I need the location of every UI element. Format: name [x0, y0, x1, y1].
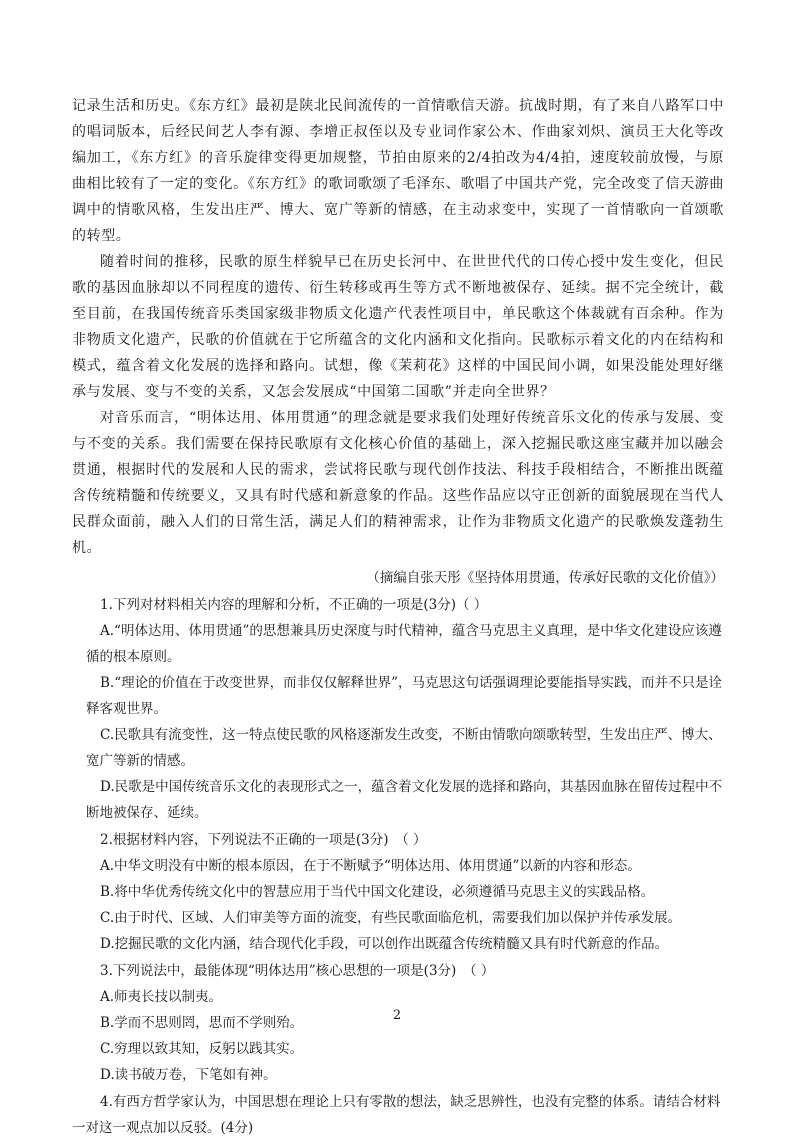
question-1-option-d: D.民歌是中国传统音乐文化的表现形式之一，蕴含着文化发展的选择和路向，其基因血脉在留传过程中不断地被保存、延续。 [86, 779, 723, 821]
question-3-option-b: B.学而不思则罔，思而不学则殆。 [100, 1015, 304, 1031]
question-1-option-a: A.“明体达用、体用贯通”的思想兼具历史深度与时代精神，蕴含马克思主义真理，是中华文化建设应该遵循的根本原则。 [86, 623, 722, 665]
passage-paragraph-1: 记录生活和历史。《东方红》最初是陕北民间流传的一首情歌信天游。抗战时期，有了来自八路军口中的唱词版本，后经民间艺人李有源、李增正叔侄以及专业词作家公木、作曲家刘炽、演员王大化等改编加工，《东方红》的音乐旋律变得更加规整，节拍由原来的2/4拍改为4/4拍，速度较前放慢，与原曲相比较有了一定的变化。《东方红》的歌词歌颂了毛泽东、歌唱了中国共产党，完全改变了信天游曲调中的情歌风格，生发出庄严、博大、宽广等新的情感，在主动求变中，实现了一首情歌向一首颂歌的转型。 [72, 98, 724, 244]
question-1-stem: 1.下列对材料相关内容的理解和分析，不正确的一项是(3分)（ ） [100, 597, 488, 613]
document-page [72, 93, 724, 1141]
question-3-option-d: D.读书破万卷，下笔如有神。 [100, 1067, 277, 1083]
source-citation: （摘编自张天彤《坚持体用贯通，传承好民歌的文化价值》） [366, 570, 724, 586]
question-2-option-b: B.将中华优秀传统文化中的智慧应用于当代中国文化建设，必须遵循马克思主义的实践品格。 [100, 884, 655, 900]
passage-paragraph-3: 对音乐而言，“明体达用、体用贯通”的理念就是要求我们处理好传统音乐文化的传承与发展、变与不变的关系。我们需要在保持民歌原有文化核心价值的基础上，深入挖掘民歌这座宝藏并加以融会贯通，根据时代的发展和人民的需求，尝试将民歌与现代创作技法、科技手段相结合，不断推出既蕴含传统精髓和传统要义，又具有时代感和新意象的作品。这些作品应以守正创新的面貌展现在当代人民群众面前，融入人们的日常生活，满足人们的精神需求，让作为非物质文化遗产的民歌焕发蓬勃生机。 [72, 410, 724, 556]
question-3-stem: 3.下列说法中，最能体现“明体达用”核心思想的一项是(3分) （ ） [100, 963, 495, 979]
question-2-option-c: C.由于时代、区域、人们审美等方面的流变，有些民歌面临危机，需要我们加以保护并传承发展。 [100, 910, 682, 926]
question-2-option-d: D.挖掘民歌的文化内涵，结合现代化手段，可以创作出既蕴含传统精髓又具有时代新意的作品。 [100, 936, 669, 952]
page-number: 2 [392, 1008, 402, 1023]
question-4-stem: 4.有西方哲学家认为，中国思想在理论上只有零散的想法，缺乏思辨性，也没有完整的体系。请结合材料一对这一观点加以反驳。(4分) [72, 1094, 721, 1136]
question-2-option-a: A.中华文明没有中断的根本原因，在于不断赋予“明体达用、体用贯通”以新的内容和形态。 [100, 858, 641, 874]
question-3-option-a: A.师夷长技以制夷。 [100, 989, 223, 1005]
passage-paragraph-2: 随着时间的推移，民歌的原生样貌早已在历史长河中、在世世代代的口传心授中发生变化，但民歌的基因血脉却以不同程度的遗传、衍生转移或再生等方式不断地被保存、延续。据不完全统计，截至目前，在我国传统音乐类国家级非物质文化遗产代表性项目中，单民歌这个体裁就有百余种。作为非物质文化遗产，民歌的价值就在于它所蕴含的文化内涵和文化指向。民歌标示着文化的内在结构和模式，蕴含着文化发展的选择和路向。试想，像《茉莉花》这样的中国民间小调，如果没能处理好继承与发展、变与不变的关系，又怎会发展成“中国第二国歌”并走向全世界？ [72, 254, 724, 400]
question-2-stem: 2.根据材料内容，下列说法不正确的一项是(3分) （ ） [100, 832, 427, 848]
question-1-option-b: B.“理论的价值在于改变世界，而非仅仅解释世界”，马克思这句话强调理论要能指导实践，而并不只是诠释客观世界。 [86, 675, 723, 717]
question-1-option-c: C.民歌具有流变性，这一特点使民歌的风格逐渐发生改变，不断由情歌向颂歌转型，生发出庄严、博大、宽广等新的情感。 [86, 727, 722, 769]
question-3-option-c: C.穷理以致其知，反躬以践其实。 [100, 1041, 304, 1057]
